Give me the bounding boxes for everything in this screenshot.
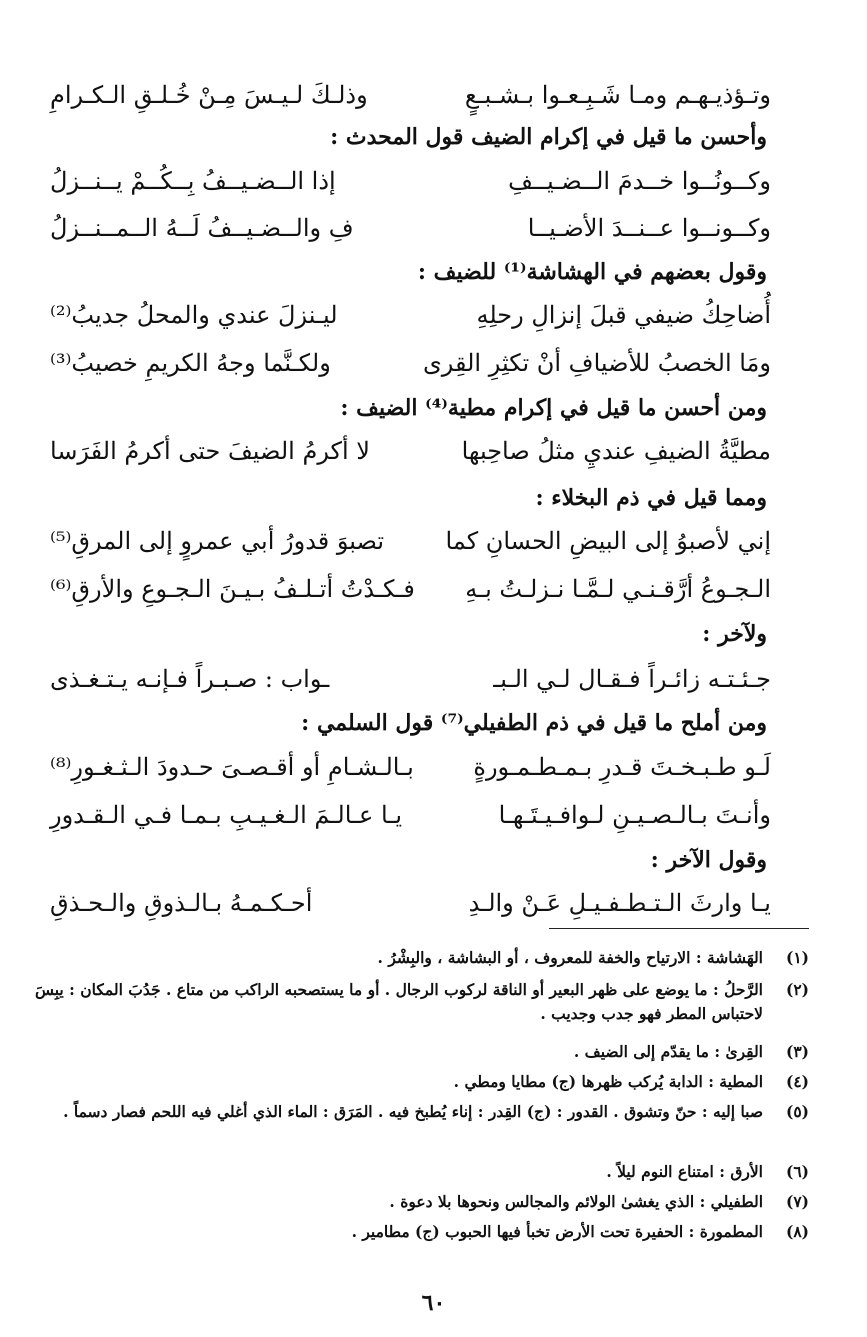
footnote-number: (٦) [785,1162,809,1181]
verse-second-hemistich: يـا عـالـمَ الـغـيـبِ بـمـا فـي الـقـدورِ [50,801,403,829]
footnote-number: (٧) [785,1192,809,1211]
verse-first-hemistich: الـجـوعُ أرَّقـنـي لـمَّـا نـزلـتُ بـهِ [465,575,771,603]
verse-second-hemistich: لا أكرمُ الضيفَ حتى أكرمُ الفَرَسا [50,437,370,465]
verse-second-hemistich: ـواب : صـبـراً فـإنـه يـتـغـذى [50,665,330,693]
footnote [26,1220,809,1244]
footnote-text: الأرق : امتناع النوم ليلاً . [606,1162,763,1181]
verse-line [40,205,827,251]
footnote-text: الهَشاشة : الارتياح والخفة للمعروف ، أو البشاشة ، والبِشْرُ . [377,948,763,967]
footnote-text: المطمورة : الحفيرة تحت الأرض تخبأ فيها الحبوب (ج) مطامير . [351,1222,763,1241]
footnote [26,1040,809,1064]
verse-line [40,292,827,338]
verse-first-hemistich: وتـؤذيـهـم ومـا شَـبِـعـوا بـشـبـعٍ [464,81,771,109]
prose-line: وقول الآخر : [650,847,767,873]
verse-line [40,340,827,386]
verse-first-hemistich: وكــونــوا عــنــدَ الأضـيــا [527,214,771,242]
footnote [26,1160,809,1184]
prose-line: ومن أحسن ما قيل في إكرام مطية⁽⁴⁾ الضيف : [340,395,767,421]
verse-second-hemistich: ليـنزلَ عندي والمحلُ جديبُ⁽²⁾ [50,301,338,329]
verse-first-hemistich: إني لأصبوُ إلى البيضِ الحسانِ كما [445,527,771,555]
page-number: ٦٠ [421,1290,446,1316]
footnote-number: (٣) [785,1042,809,1061]
footnote-text: المطية : الدابة يُركب ظهرها (ج) مطايا ومطي . [453,1072,763,1091]
footnote-number: (٨) [785,1222,809,1241]
verse-first-hemistich: وكــونُــوا خــدمَ الــضـيــفِ [508,167,771,195]
verse-second-hemistich: ولكـنَّما وجهُ الكريمِ خصيبُ⁽³⁾ [50,349,331,377]
verse-line [40,880,827,926]
prose-line: ولآخر : [702,621,767,647]
verse-second-hemistich: إذا الــضـيــفُ بِــكُــمْ يــنــزلُ [50,167,336,195]
verse-line [40,518,827,564]
footnote-number: (٥) [785,1102,809,1121]
verse-first-hemistich: أُضاحِكُ ضيفي قبلَ إنزالِ رحلِهِ [476,301,771,329]
prose-line: وأحسن ما قيل في إكرام الضيف قول المحدث : [330,124,767,150]
verse-first-hemistich: مطيَّةُ الضيفِ عنديِ مثلُ صاحِبها [461,437,771,465]
verse-line [40,158,827,204]
verse-first-hemistich: وأنـتَ بـالـصـيـنِ لـوافـيـتَـهـا [498,801,771,829]
verse-first-hemistich: يـا وارثَ الـتـطـفـيـلِ عَـنْ والـدِ [468,889,771,917]
verse-line [40,792,827,838]
verse-second-hemistich: فـكـدْتُ أتـلـفُ بـيـنَ الـجـوعِ والأرقِ⁽⁶⁾ [50,575,415,603]
verse-line [40,428,827,474]
verse-first-hemistich: لَـو طـبـخـتَ قـدرِ بـمـطـمـورةٍ [473,753,771,781]
footnote-text: صبا إليه : حنّ وتشوق . القدور : (ج) القِدر : إناء يُطبخ فيه . المَرَق : الماء الذي أغلي فيه اللحم فصار دسماً . [63,1102,763,1121]
footnote-number: (٢) [785,980,809,999]
footnote-number: (١) [785,948,809,967]
footnote [26,1070,809,1094]
verse-line [40,744,827,790]
footnote [26,1190,809,1214]
verse-second-hemistich: أحـكـمـهُ بـالـذوقِ والـحـذقِ [50,889,313,917]
prose-line: ومن أملح ما قيل في ذم الطفيلي⁽⁷⁾ قول السلمي : [301,710,767,736]
prose-line: وقول بعضهم في الهشاشة⁽¹⁾ للضيف : [417,259,767,285]
prose-line: ومما قيل في ذم البخلاء : [535,485,767,511]
verse-second-hemistich: فِ والــضـيــفُ لَــهُ الــمــنــزلُ [50,214,354,242]
verse-line [40,656,827,702]
verse-second-hemistich: تصبوَ قدورُ أبي عمروٍ إلى المرقِ⁽⁵⁾ [50,527,385,555]
footnote [26,1100,809,1124]
verse-first-hemistich: جـئـتـه زائـراً فـقـال لـي الـبـ [493,665,771,693]
footnote [26,946,809,970]
verse-second-hemistich: بـالـشـامِ أو أقـصـىَ حـدودَ الـثـغـورِ⁽⁸⁾ [50,753,414,781]
footnote-divider [549,928,809,929]
footnote-text: الطفيلي : الذي يغشىٰ الولائم والمجالس ونحوها بلا دعوة . [389,1192,763,1211]
footnote [26,978,809,1026]
verse-line [40,566,827,612]
footnote-text: القِرىٰ : ما يقدّم إلى الضيف . [573,1042,763,1061]
footnote-number: (٤) [785,1072,809,1091]
verse-second-hemistich: وذلـكَ لـيـسَ مِـنْ خُـلـقِ الـكـرامِ [50,81,368,109]
verse-line [40,72,827,118]
footnote-text: الرَّحلُ : ما يوضع على ظهر البعير أو الناقة لركوب الرجال . أو ما يستصحبه الراكب من متاع . جَدُبَ المكان : يبِسَ لاحتباس المطر فهو جدب وجديب . [34,980,763,1023]
verse-first-hemistich: ومَا الخصبُ للأضيافِ أنْ تكثِرِ القِرى [422,349,771,377]
